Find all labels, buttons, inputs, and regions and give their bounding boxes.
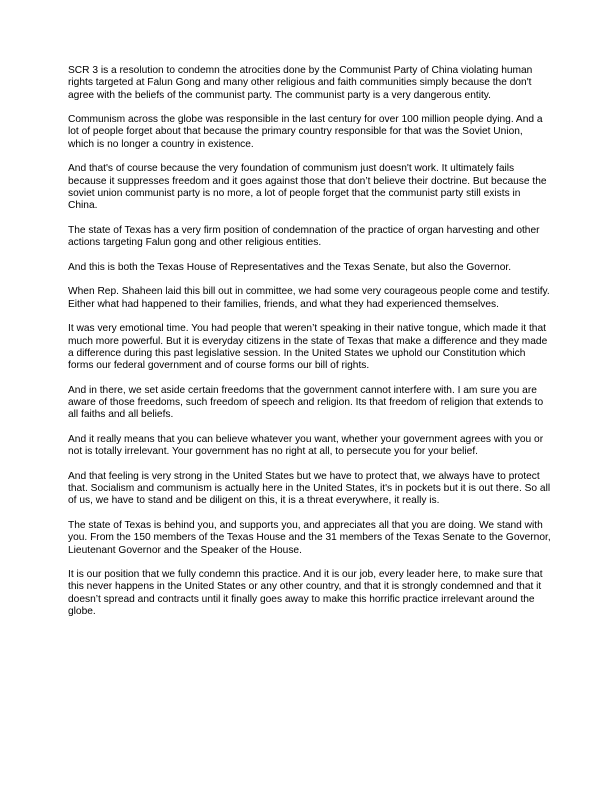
document-body — [68, 65, 551, 618]
paragraph-communism-deaths: Communism across the globe was responsible in the last century for over 100 million people dying. And a lot of people forget about that because the primary country responsible for that was the Soviet Union, which is no longer a country in existence. — [68, 114, 543, 150]
paragraph-texas-support: The state of Texas is behind you, and supports you, and appreciates all that you are doing. We stand with you. From the 150 members of the Texas House and the 31 members of the Texas Senate to the Governor, Lieutenant Governor and the Speaker of the House. — [68, 519, 551, 556]
paragraph-freedoms: And in there, we set aside certain freedoms that the government cannot interfere with. I am sure you are aware of those freedoms, such freedom of speech and religion. Its that freedom of religion that extends to all faiths and all beliefs. — [68, 384, 544, 421]
paragraph-house-senate-governor: And this is both the Texas House of Representatives and the Texas Senate, but also the Governor. — [68, 261, 512, 273]
paragraph-scr3-intro: SCR 3 is a resolution to condemn the atrocities done by the Communist Party of China violating human rights targeted at Falun Gong and many other religious and faith communities simply because the don't agree with the beliefs of the communist party. The communist party is a very dangerous entity. — [68, 65, 533, 101]
paragraph-texas-position: The state of Texas has a very firm position of condemnation of the practice of organ harvesting and other actions targeting Falun gong and other religious entities. — [68, 224, 540, 249]
paragraph-belief-rights: And it really means that you can believe whatever you want, whether your government agrees with you or not is totally irrelevant. Your government has no right at all, to persecute you for your belief. — [68, 433, 544, 458]
paragraph-protect-freedom: And that feeling is very strong in the United States but we have to protect that, we always have to protect that. Socialism and communism is actually here in the United States, it's in pockets but it is out there. So all of us, we have to stand and be diligent on this, it is a threat everywhere, it really is. — [68, 470, 551, 507]
paragraph-committee-testimony: When Rep. Shaheen laid this bill out in committee, we had some very courageous people come and testify. Either what had happened to their families, friends, and what they had experienced themselves. — [68, 286, 550, 310]
paragraph-communism-fails: And that's of course because the very foundation of communism just doesn't work. It ultimately fails because it suppresses freedom and it goes against those that don’t believe their doctrine. But because the soviet union communist party is no more, a lot of people forget that the communist party still exists in China. — [68, 163, 547, 212]
paragraph-condemn-practice: It is our position that we fully condemn this practice. And it is our job, every leader here, to make sure that this never happens in the United States or any other country, and that it is strongly condemned and that it doesn’t spread and contracts until it finally goes away to make this horrific practice irrelevant around the globe. — [68, 569, 543, 618]
paragraph-emotional-testimony: It was very emotional time. You had people that weren’t speaking in their native tongue, which made it that much more powerful. But it is everyday citizens in the state of Texas that make a difference and they made a difference during this past legislative session. In the United States we uphold our Constitution which forms our federal government and of course forms our bill of rights. — [68, 323, 548, 372]
